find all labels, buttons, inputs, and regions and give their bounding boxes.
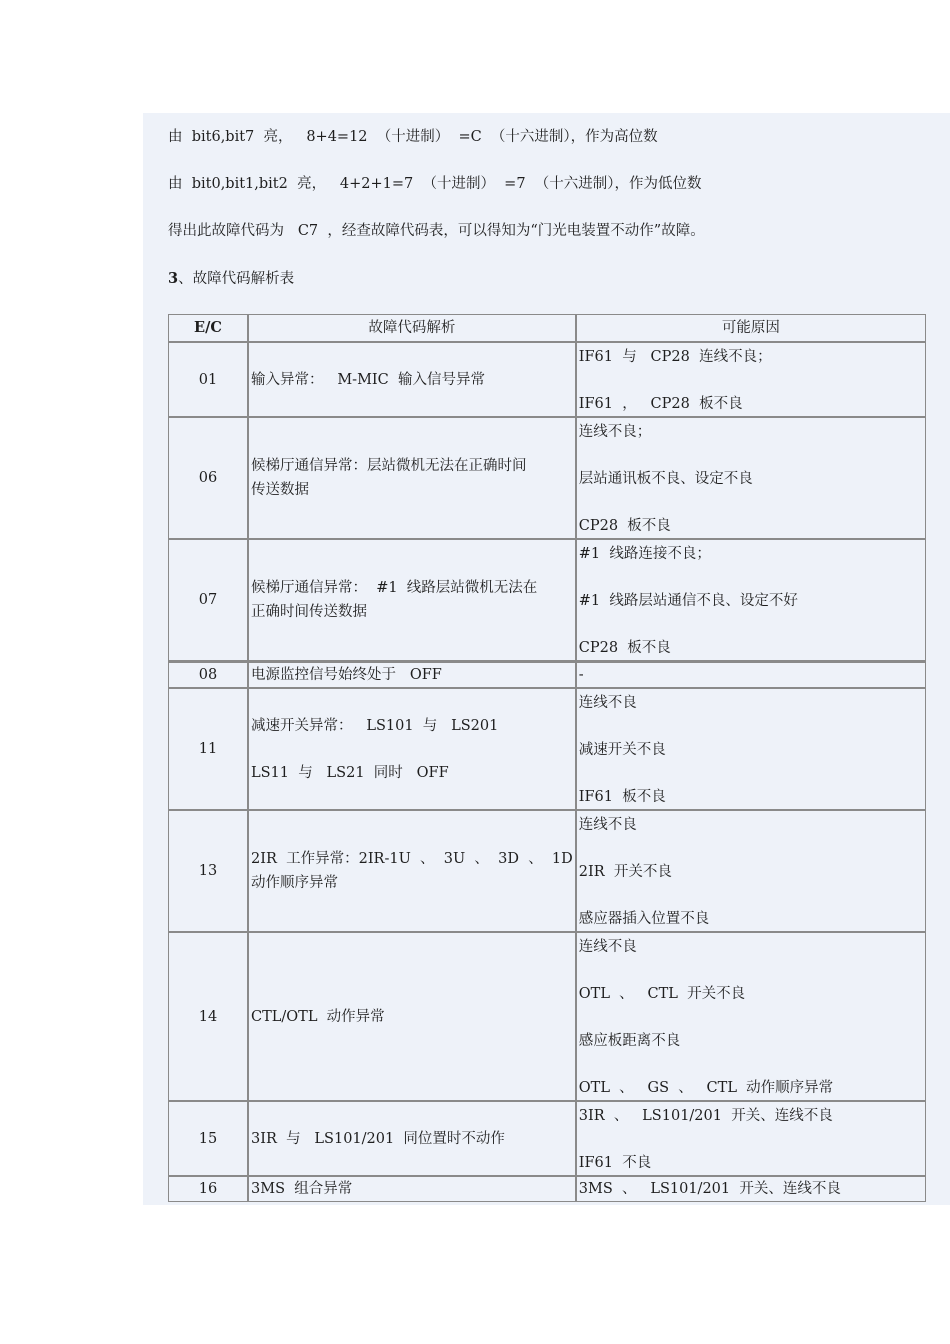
analysis-line: CTL/OTL 动作异常 (251, 1008, 385, 1025)
cell-analysis (248, 661, 576, 688)
cell-analysis (248, 932, 576, 1101)
cause-line: #1 线路层站通信不良、设定不好 (578, 593, 798, 609)
paragraph-high-digit: 由 bit6,bit7 亮， 8+4=12 （十进制） =C （十六进制），作为高位数 (168, 129, 658, 145)
table-row (168, 1101, 926, 1176)
cell-analysis (248, 1101, 576, 1176)
table-row (168, 932, 926, 1101)
line-gap (579, 837, 923, 860)
table-row (168, 539, 926, 661)
cell-analysis (248, 688, 576, 810)
analysis-line: 候梯厅通信异常：层站微机无法在正确时间 (251, 458, 527, 474)
header-analysis: 故障代码解析 (248, 314, 576, 342)
table-header-row (168, 314, 926, 342)
table-row (168, 417, 926, 539)
analysis-line: LS11 与 LS21 同时 OFF (251, 764, 449, 781)
cause-line: OTL 、 CTL 开关不良 (578, 986, 746, 1002)
table-row (168, 342, 926, 417)
cell-causes (576, 688, 926, 810)
header-ec: E/C (168, 314, 248, 342)
cause-line: 3MS 、 LS101/201 开关、连线不良 (578, 1181, 841, 1197)
analysis-line: 传送数据 (251, 482, 309, 498)
cell-causes (576, 810, 926, 932)
analysis-line: 3IR 与 LS101/201 同位置时不动作 (251, 1130, 505, 1147)
cell-code: 16 (168, 1176, 248, 1202)
cell-code: 06 (168, 417, 248, 539)
cause-line: CP28 板不良 (578, 518, 671, 534)
line-gap (579, 444, 923, 467)
analysis-line: 2IR 工作异常：2IR-1U 、 3U 、 3D 、 1D (251, 851, 573, 867)
table-body (168, 342, 926, 1202)
header-causes: 可能原因 (576, 314, 926, 342)
cause-line: 连线不良 (578, 817, 637, 833)
cell-analysis (248, 342, 576, 417)
cell-causes (576, 342, 926, 417)
cause-line: #1 线路连接不良； (578, 546, 711, 562)
analysis-line: 正确时间传送数据 (251, 604, 367, 620)
cause-line: 层站通讯板不良、设定不良 (578, 471, 753, 487)
line-gap (579, 884, 923, 907)
cause-line: IF61 板不良 (578, 789, 666, 805)
line-gap (579, 1053, 923, 1076)
analysis-line: 3MS 组合异常 (251, 1181, 353, 1197)
line-gap (579, 1006, 923, 1029)
cell-code: 14 (168, 932, 248, 1101)
analysis-line: 候梯厅通信异常： #1 线路层站微机无法在 (251, 580, 538, 596)
cell-analysis (248, 1176, 576, 1202)
cause-line: 连线不良 (578, 695, 637, 711)
cell-causes (576, 1101, 926, 1176)
cell-code: 13 (168, 810, 248, 932)
cell-code: 07 (168, 539, 248, 661)
analysis-line: 减速开关异常： LS101 与 LS201 (251, 717, 499, 734)
cause-line: IF61 与 CP28 连线不良； (578, 349, 772, 365)
cause-line: 感应器插入位置不良 (578, 911, 710, 927)
cell-code: 11 (168, 688, 248, 810)
table-row (168, 810, 926, 932)
cause-line: - (578, 667, 584, 683)
cause-line: IF61 ， CP28 板不良 (578, 396, 743, 412)
table-row (168, 688, 926, 810)
fault-code-table (168, 314, 926, 1202)
cell-code: 08 (168, 661, 248, 688)
cell-causes (576, 539, 926, 661)
cause-line: CP28 板不良 (578, 640, 671, 656)
cell-causes (576, 661, 926, 688)
cell-causes (576, 932, 926, 1101)
cell-analysis (248, 417, 576, 539)
heading-text: 、故障代码解析表 (178, 271, 295, 287)
cause-line: 连线不良 (578, 939, 637, 955)
cause-line: 感应板距离不良 (578, 1033, 681, 1049)
cause-line: OTL 、 GS 、 CTL 动作顺序异常 (578, 1080, 834, 1096)
line-gap (579, 959, 923, 982)
cell-analysis (248, 810, 576, 932)
line-gap (579, 762, 923, 785)
section-heading (168, 269, 294, 289)
analysis-line: 电源监控信号始终处于 OFF (251, 667, 442, 683)
table-row (168, 661, 926, 688)
cell-analysis (248, 539, 576, 661)
cell-code: 01 (168, 342, 248, 417)
analysis-line: 输入异常： M-MIC 输入信号异常 (251, 371, 485, 388)
cell-causes (576, 1176, 926, 1202)
line-gap (579, 613, 923, 636)
line-gap (579, 715, 923, 738)
cause-line: 3IR 、 LS101/201 开关、连线不良 (578, 1108, 833, 1124)
paragraph-result: 得出此故障代码为 C7 ，经查故障代码表，可以得知为“门光电装置不动作”故障。 (168, 223, 705, 239)
line-gap (579, 369, 923, 392)
line-gap (579, 491, 923, 514)
cell-causes (576, 417, 926, 539)
line-gap (579, 1128, 923, 1151)
analysis-line: 动作顺序异常 (251, 875, 338, 891)
heading-number: 3 (168, 270, 179, 287)
paragraph-low-digit: 由 bit0,bit1,bit2 亮， 4+2+1=7 （十进制） =7 （十六进制），作为低位数 (168, 176, 702, 192)
cause-line: IF61 不良 (578, 1155, 652, 1171)
line-gap (579, 566, 923, 589)
table-row (168, 1176, 926, 1202)
line-gap (251, 738, 573, 761)
cause-line: 2IR 开关不良 (578, 864, 672, 880)
cell-code: 15 (168, 1101, 248, 1176)
cause-line: 减速开关不良 (578, 742, 666, 758)
cause-line: 连线不良； (578, 424, 652, 440)
